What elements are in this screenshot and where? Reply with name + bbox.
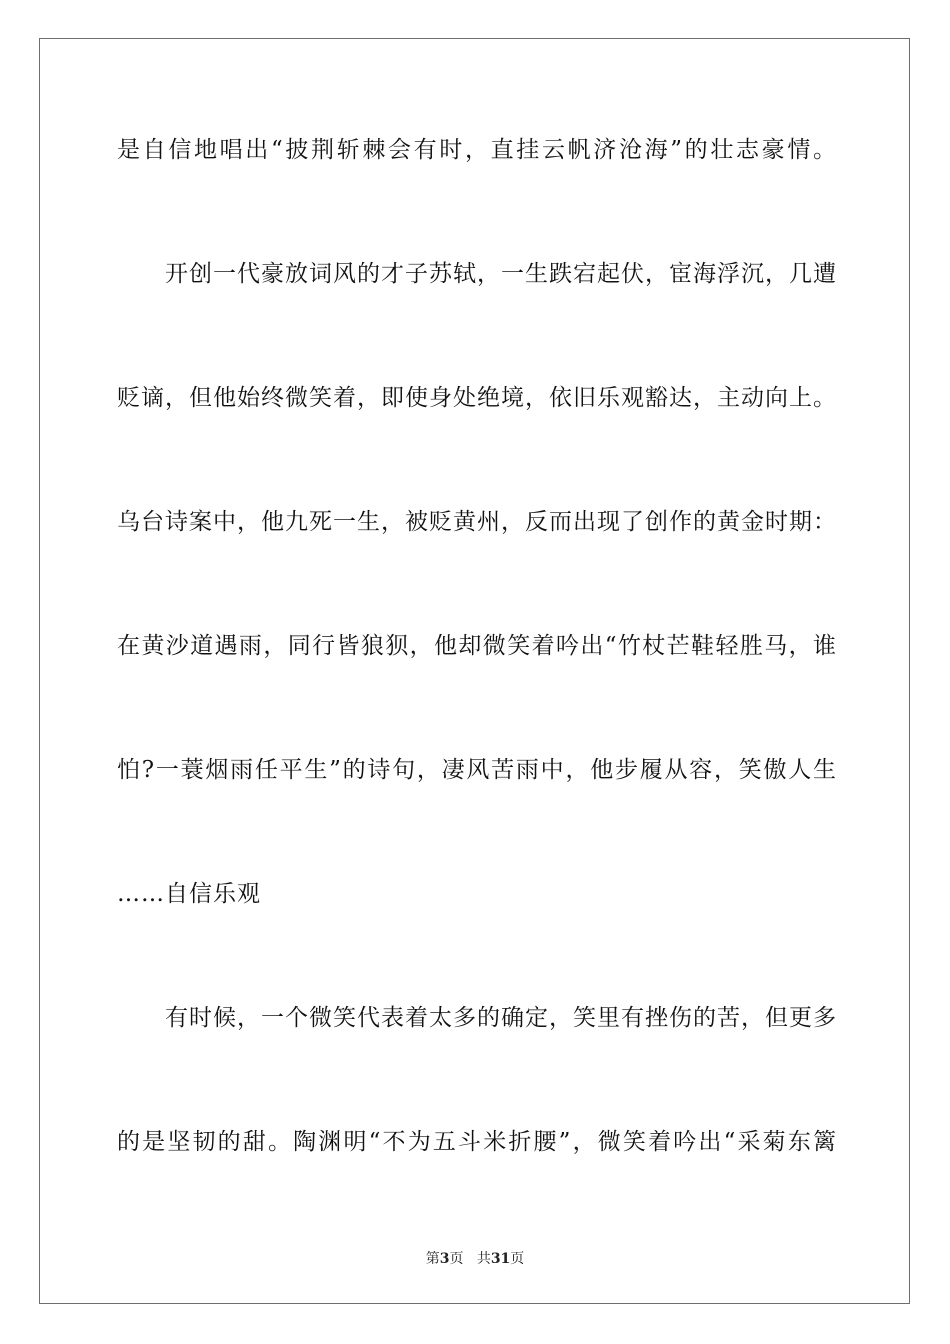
page-suffix: 页 bbox=[449, 1251, 464, 1267]
page-footer bbox=[0, 1248, 950, 1268]
page-number: 3 bbox=[439, 1251, 450, 1267]
text-line-9: 的是坚韧的甜。陶渊明“不为五斗米折腰”，微笑着吟出“采菊东篱 bbox=[117, 1129, 837, 1155]
total-suffix: 页 bbox=[510, 1251, 525, 1267]
page-prefix: 第 bbox=[425, 1251, 440, 1267]
text-line-8: 有时候，一个微笑代表着太多的确定，笑里有挫伤的苦，但更多 bbox=[165, 1005, 837, 1031]
text-line-6: 怕?一蓑烟雨任平生”的诗句，凄风苦雨中，他步履从容，笑傲人生 bbox=[117, 757, 837, 783]
page-border bbox=[39, 38, 910, 1304]
text-line-1: 是自信地唱出“披荆斩棘会有时，直挂云帆济沧海”的壮志豪情。 bbox=[117, 137, 837, 163]
text-line-2: 开创一代豪放词风的才子苏轼，一生跌宕起伏，宦海浮沉，几遭 bbox=[165, 261, 837, 287]
total-prefix: 共 bbox=[476, 1251, 491, 1267]
text-line-3: 贬谪，但他始终微笑着，即使身处绝境，依旧乐观豁达，主动向上。 bbox=[117, 385, 837, 411]
text-line-5: 在黄沙道遇雨，同行皆狼狈，他却微笑着吟出“竹杖芒鞋轻胜马，谁 bbox=[117, 633, 837, 659]
text-line-7: ……自信乐观 bbox=[117, 881, 261, 907]
text-line-4: 乌台诗案中，他九死一生，被贬黄州，反而出现了创作的黄金时期： bbox=[117, 509, 837, 535]
total-pages: 31 bbox=[490, 1251, 511, 1267]
